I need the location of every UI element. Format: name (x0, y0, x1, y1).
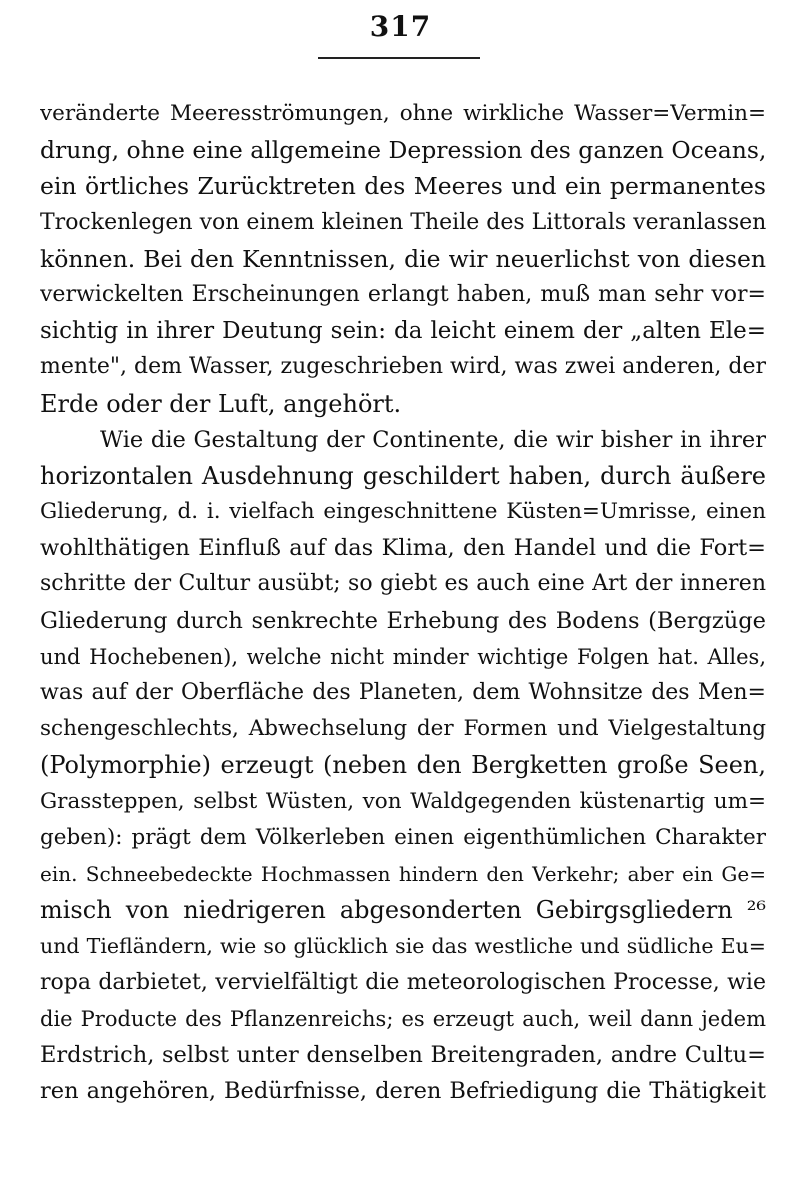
page-number: 317 (369, 10, 432, 43)
text-line: ropa darbietet, vervielfältigt die meteorologischen Processe, wie (40, 969, 766, 995)
text-line: sichtig in ihrer Deutung sein: da leicht einem der „alten Ele= (40, 318, 766, 345)
text-line: verwickelten Erscheinungen erlangt haben, muß man sehr vor= (40, 281, 766, 307)
text-line: horizontalen Ausdehnung geschildert haben, durch äußere (40, 461, 766, 490)
text-line: Gliederung, d. i. vielfach eingeschnittene Küsten=Umrisse, einen (40, 499, 766, 525)
text-line: misch von niedrigeren abgesonderten Gebirgsgliedern ²⁶ (40, 896, 766, 925)
text-line: schengeschlechts, Abwechselung der Formen und Vielgestaltung (40, 716, 766, 742)
text-line: ein. Schneebedeckte Hochmassen hindern den Verkehr; aber ein Ge= (40, 861, 766, 886)
text-line: und Hochebenen), welche nicht minder wichtige Folgen hat. Alles, (40, 644, 766, 669)
text-line: Wie die Gestaltung der Continente, die wir bisher in ihrer (100, 426, 766, 453)
text-line: die Producte des Pflanzenreichs; es erzeugt auch, weil dann jedem (40, 1006, 766, 1031)
header-rule (318, 57, 480, 59)
text-line: ein örtliches Zurücktreten des Meeres und ein permanentes (40, 172, 766, 201)
text-line: Erdstrich, selbst unter denselben Breitengraden, andre Cultu= (40, 1041, 766, 1068)
text-line: schritte der Cultur ausübt; so giebt es auch eine Art der inneren (40, 571, 766, 597)
text-line: was auf der Oberfläche des Planeten, dem Wohnsitze des Men= (40, 680, 766, 705)
text-line: Erde oder der Luft, angehört. (40, 389, 402, 418)
text-line: wohlthätigen Einfluß auf das Klima, den Handel und die Fort= (40, 535, 766, 562)
text-line: Gliederung durch senkrechte Erhebung des Bodens (Bergzüge (40, 607, 766, 634)
text-line: geben): prägt dem Völkerleben einen eigenthümlichen Charakter (40, 824, 766, 850)
body-text (40, 96, 766, 1109)
text-line: veränderte Meeresströmungen, ohne wirkliche Wasser=Vermin= (40, 101, 766, 126)
text-line: ren angehören, Bedürfnisse, deren Befriedigung die Thätigkeit (40, 1078, 766, 1105)
text-line: und Tiefländern, wie so glücklich sie das westliche und südliche Eu= (40, 934, 766, 959)
text-line: können. Bei den Kenntnissen, die wir neuerlichst von diesen (40, 244, 766, 273)
text-line: (Polymorphie) erzeugt (neben den Bergketten große Seen, (40, 751, 766, 780)
text-line: drung, ohne eine allgemeine Depression des ganzen Oceans, (40, 136, 766, 165)
text-line: Grassteppen, selbst Wüsten, von Waldgegenden küstenartig um= (40, 788, 766, 814)
text-line: Trockenlegen von einem kleinen Theile des Littorals veranlassen (40, 209, 766, 235)
text-line: mente", dem Wasser, zugeschrieben wird, was zwei anderen, der (40, 354, 766, 380)
